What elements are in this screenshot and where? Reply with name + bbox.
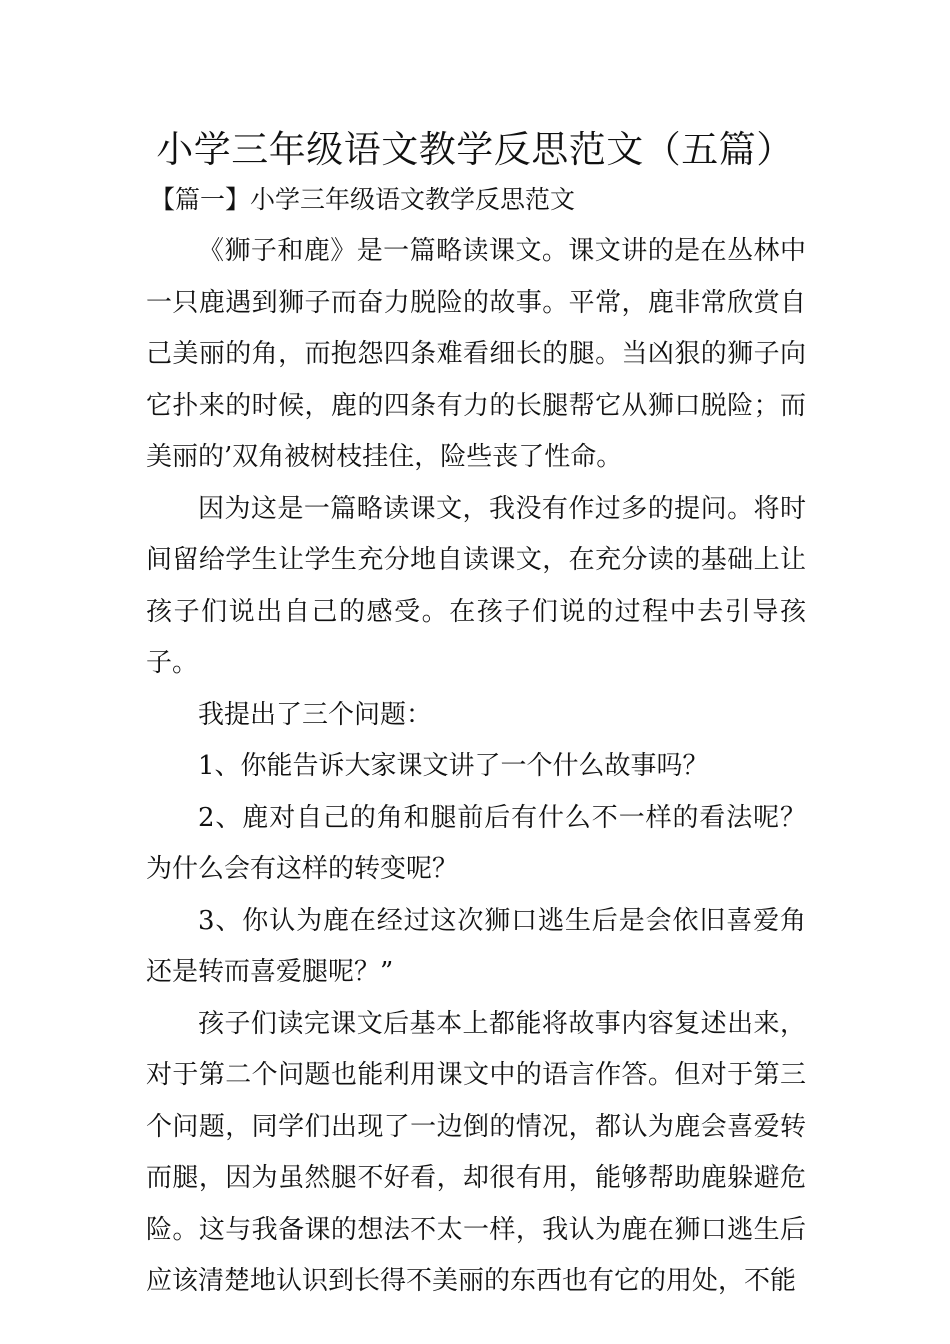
paragraph-reflection: 孩子们读完课文后基本上都能将故事内容复述出来，对于第二个问题也能利用课文中的语言作答。但对于第三个问题，同学们出现了一边倒的情况，都认为鹿会喜爱转而腿，因为虽然腿不好看，却很有用，能够帮助鹿躲避危险。这与我备课的想法不太一样，我认为鹿在狮口逃生后应该清楚地认识到长得不美丽的东西也有它的用处，不能 [146,1008,806,1296]
document-body [146,226,806,1308]
document-title: 小学三年级语文教学反思范文（五篇） [156,128,794,171]
paragraph-intro: 《狮子和鹿》是一篇略读课文。课文讲的是在丛林中一只鹿遇到狮子而奋力脱险的故事。平常，鹿非常欣赏自己美丽的角，而抱怨四条难看细长的腿。当凶狠的狮子向它扑来的时候，鹿的四条有力的长腿帮它从狮口脱险；而美丽的’双角被树枝挂住，险些丧了性命。 [146,236,806,472]
paragraph-question-3: 3、你认为鹿在经过这次狮口逃生后是会依旧喜爱角还是转而喜爱腿呢？” [146,905,806,987]
paragraph-question-2: 2、鹿对自己的角和腿前后有什么不一样的看法呢？为什么会有这样的转变呢？ [146,802,806,884]
paragraph-questions-intro: 我提出了三个问题： [198,699,433,730]
section-heading: 【篇一】小学三年级语文教学反思范文 [150,185,576,214]
paragraph-method: 因为这是一篇略读课文，我没有作过多的提问。将时间留给学生让学生充分地自读课文，在充分读的基础上让孩子们说出自己的感受。在孩子们说的过程中去引导孩子。 [146,493,806,678]
paragraph-question-1: 1、你能告诉大家课文讲了一个什么故事吗？ [198,751,709,781]
